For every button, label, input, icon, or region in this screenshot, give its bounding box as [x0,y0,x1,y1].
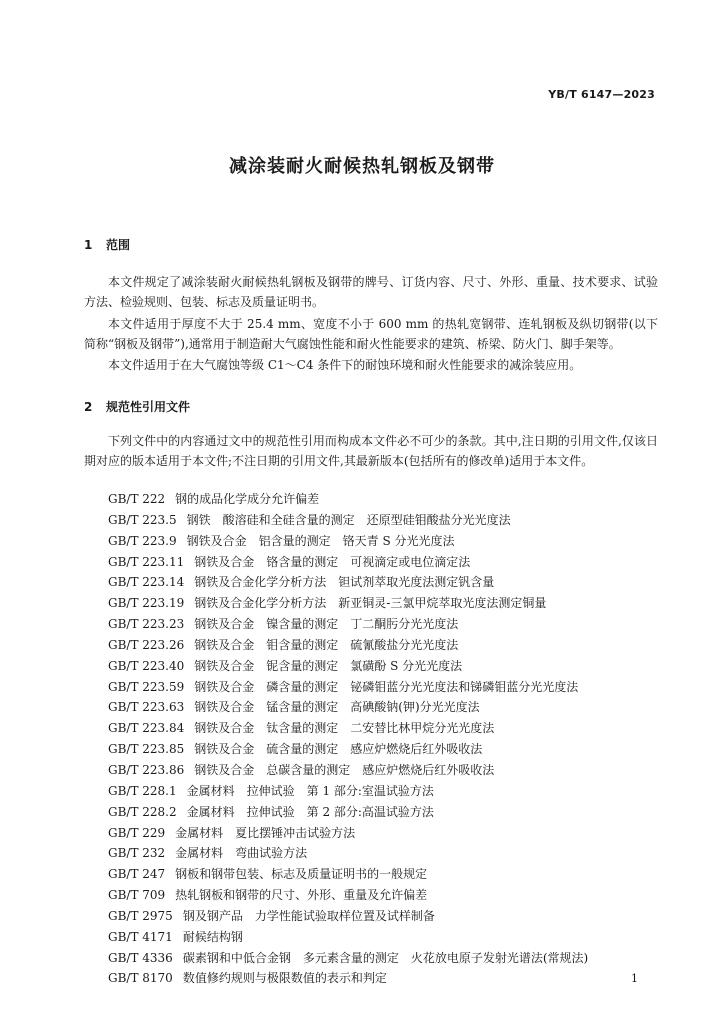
reference-title: 钢铁 酸溶硅和全硅含量的测定 还原型硅钼酸盐分光光度法 [186,512,511,527]
reference-item [108,843,588,864]
reference-title: 钢的成品化学成分允许偏差 [175,492,320,506]
reference-item [108,614,588,635]
reference-title: 钢板和钢带包装、标志及质量证明书的一般规定 [175,867,428,882]
reference-title: 钢铁及合金 铌含量的测定 氯磺酚 S 分光光度法 [194,658,463,673]
reference-code: GB/T 223.5 [108,512,177,527]
scope-paragraph-2: 本文件适用于厚度不大于 25.4 mm、宽度不小于 600 mm 的热轧宽钢带、连轧钢板及纵切钢带(以下简称“钢板及钢带”),通常用于制造耐大气腐蚀性能和耐火性能要求的建筑、桥梁、防火门、脚手架等。 [84,317,658,351]
standard-code: YB/T 6147—2023 [548,88,655,101]
scope-paragraph-1: 本文件规定了减涂装耐火耐候热轧钢板及钢带的牌号、订货内容、尺寸、外形、重量、技术要求、试验方法、检验规则、包装、标志及质量证明书。 [84,275,658,309]
reference-title: 碳素钢和中低合金钢 多元素含量的测定 火花放电原子发射光谱法(常规法) [182,950,589,965]
reference-title: 金属材料 弯曲试验方法 [175,846,308,861]
reference-title: 钢铁及合金 锰含量的测定 高碘酸钠(钾)分光光度法 [194,700,480,715]
section-heading-normative-references [84,398,190,415]
references-intro-paragraph: 下列文件中的内容通过文中的规范性引用而构成本文件必不可少的条款。其中,注日期的引用文件,仅该日期对应的版本适用于本文件;不注日期的引用文件,其最新版本(包括所有的修改单)适用于本文件。 [84,434,658,468]
reference-title: 热轧钢板和钢带的尺寸、外形、重量及允许偏差 [175,888,428,903]
document-title: 减涂装耐火耐候热轧钢板及钢带 [229,156,495,177]
reference-item [108,760,588,781]
reference-item [108,927,588,948]
reference-code: GB/T 223.84 [108,721,185,736]
reference-item [108,781,588,802]
section-number: 1 [84,238,93,252]
reference-code: GB/T 4171 [108,929,173,944]
reference-code: GB/T 247 [108,867,166,882]
reference-title: 耐候结构钢 [182,929,243,944]
reference-item [108,635,588,656]
reference-item [108,656,588,677]
reference-item [108,697,588,718]
reference-title: 钢铁及合金 钛含量的测定 二安替比林甲烷分光光度法 [194,721,495,736]
reference-title: 金属材料 夏比摆锤冲击试验方法 [175,825,356,840]
section-title: 范围 [106,238,131,252]
reference-code: GB/T 223.85 [108,742,185,757]
reference-item [108,739,588,760]
reference-code: GB/T 8170 [108,971,173,986]
scope-paragraph-3: 本文件适用于在大气腐蚀等级 C1～C4 条件下的耐蚀环境和耐火性能要求的减涂装应用。 [108,358,582,372]
reference-code: GB/T 223.11 [108,554,185,569]
reference-title: 金属材料 拉伸试验 第 1 部分:室温试验方法 [186,783,434,798]
reference-title: 钢铁及合金 铬含量的测定 可视滴定或电位滴定法 [194,554,471,569]
reference-code: GB/T 4336 [108,950,173,965]
reference-title: 钢铁及合金 铝含量的测定 铬天青 S 分光光度法 [186,533,455,548]
reference-title: 金属材料 拉伸试验 第 2 部分:高温试验方法 [186,804,434,819]
reference-title: 钢铁及合金 钼含量的测定 硫氰酸盐分光光度法 [194,637,459,652]
reference-item [108,948,588,969]
reference-title: 钢铁及合金 总碳含量的测定 感应炉燃烧后红外吸收法 [194,762,495,777]
reference-item [108,802,588,823]
reference-item [108,885,588,906]
reference-code: GB/T 709 [108,888,166,903]
page-number: 1 [631,972,638,985]
reference-code: GB/T 223.40 [108,658,185,673]
reference-title: 钢及钢产品 力学性能试验取样位置及试样制备 [182,908,435,923]
reference-code: GB/T 223.59 [108,679,185,694]
reference-code: GB/T 223.23 [108,617,185,632]
reference-code: GB/T 228.1 [108,783,177,798]
reference-code: GB/T 223.26 [108,637,185,652]
reference-item [108,864,588,885]
section-number: 2 [84,400,93,414]
reference-item [108,718,588,739]
reference-item [108,823,588,844]
reference-list [108,489,588,989]
reference-title: 钢铁及合金化学分析方法 钽试剂萃取光度法测定钒含量 [194,575,495,590]
reference-code: GB/T 223.63 [108,700,185,715]
reference-code: GB/T 223.9 [108,533,177,548]
reference-code: GB/T 229 [108,825,166,840]
reference-item [108,489,588,510]
reference-title: 钢铁及合金 镍含量的测定 丁二酮肟分光光度法 [194,617,459,632]
section-title: 规范性引用文件 [106,400,191,414]
reference-item [108,552,588,573]
reference-code: GB/T 228.2 [108,804,177,819]
reference-title: 钢铁及合金 硫含量的测定 感应炉燃烧后红外吸收法 [194,742,483,757]
reference-code: GB/T 223.19 [108,596,185,611]
reference-item [108,677,588,698]
reference-item [108,572,588,593]
reference-title: 数值修约规则与极限数值的表示和判定 [182,971,387,986]
reference-title: 钢铁及合金化学分析方法 新亚铜灵-三氯甲烷萃取光度法测定铜量 [194,596,547,611]
reference-item [108,510,588,531]
reference-code: GB/T 2975 [108,908,173,923]
reference-code: GB/T 232 [108,846,166,861]
reference-code: GB/T 223.86 [108,762,185,777]
reference-code: GB/T 223.14 [108,575,185,590]
reference-item [108,593,588,614]
reference-item [108,531,588,552]
reference-code: GB/T 222 [108,492,166,506]
section-heading-scope [84,236,130,253]
reference-title: 钢铁及合金 磷含量的测定 铋磷钼蓝分光光度法和锑磷钼蓝分光光度法 [194,679,579,694]
reference-item [108,968,588,989]
reference-item [108,906,588,927]
